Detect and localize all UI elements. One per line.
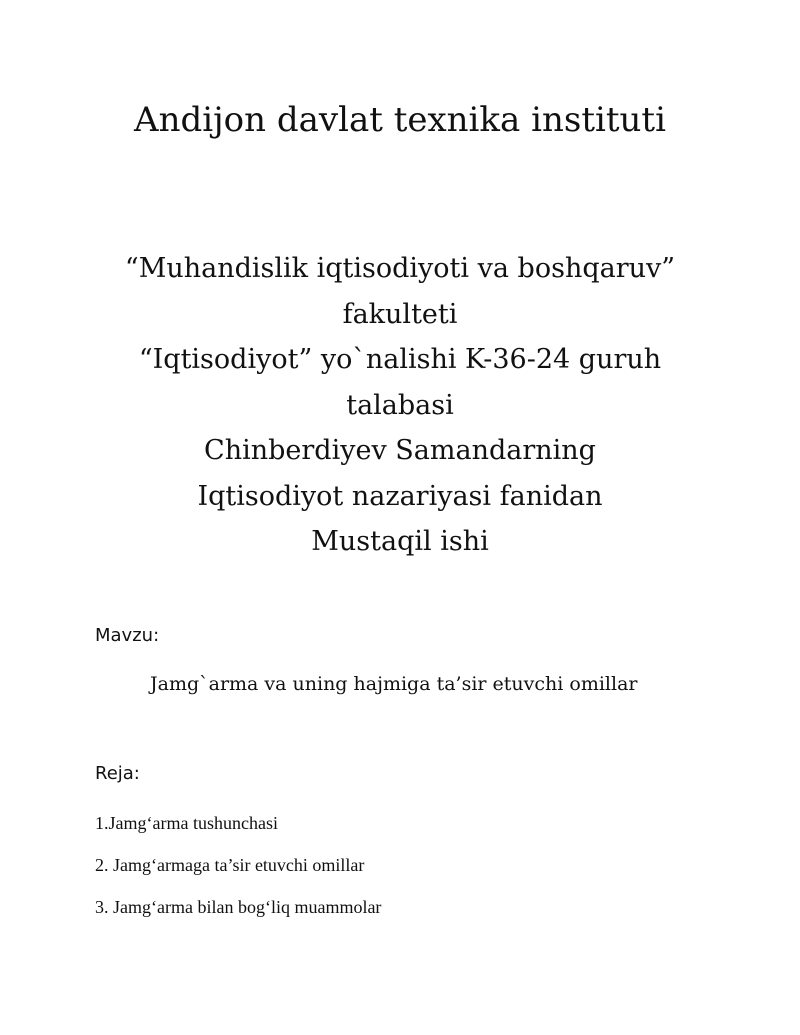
title-line-faculty: “Muhandislik iqtisodiyoti va boshqaruv” — [124, 253, 676, 284]
mavzu-label: Mavzu: — [95, 625, 160, 646]
topic-text: Jamg`arma va uning hajmiga ta’sir etuvchi omillar — [150, 673, 638, 695]
title-line-subject: Iqtisodiyot nazariyasi fanidan — [197, 480, 603, 512]
plan-item: 2. Jamg‘armaga ta’sir etuvchi omillar — [95, 855, 365, 875]
title-line-student-name: Chinberdiyev Samandarning — [204, 435, 596, 466]
institute-name: Andijon davlat texnika instituti — [134, 100, 666, 140]
title-line-direction: “Iqtisodiyot” yo`nalishi K-36-24 guruh — [138, 344, 662, 375]
plan-item: 3. Jamg‘arma bilan bog‘liq muammolar — [95, 897, 382, 917]
plan-list — [95, 812, 381, 938]
reja-label: Reja: — [95, 763, 140, 784]
title-line-student-word: talabasi — [346, 389, 454, 421]
title-block — [0, 246, 800, 565]
title-line-faculty-word: fakulteti — [342, 298, 458, 330]
plan-item: 1.Jamg‘arma tushunchasi — [95, 813, 278, 833]
title-line-work-type: Mustaqil ishi — [311, 526, 489, 557]
